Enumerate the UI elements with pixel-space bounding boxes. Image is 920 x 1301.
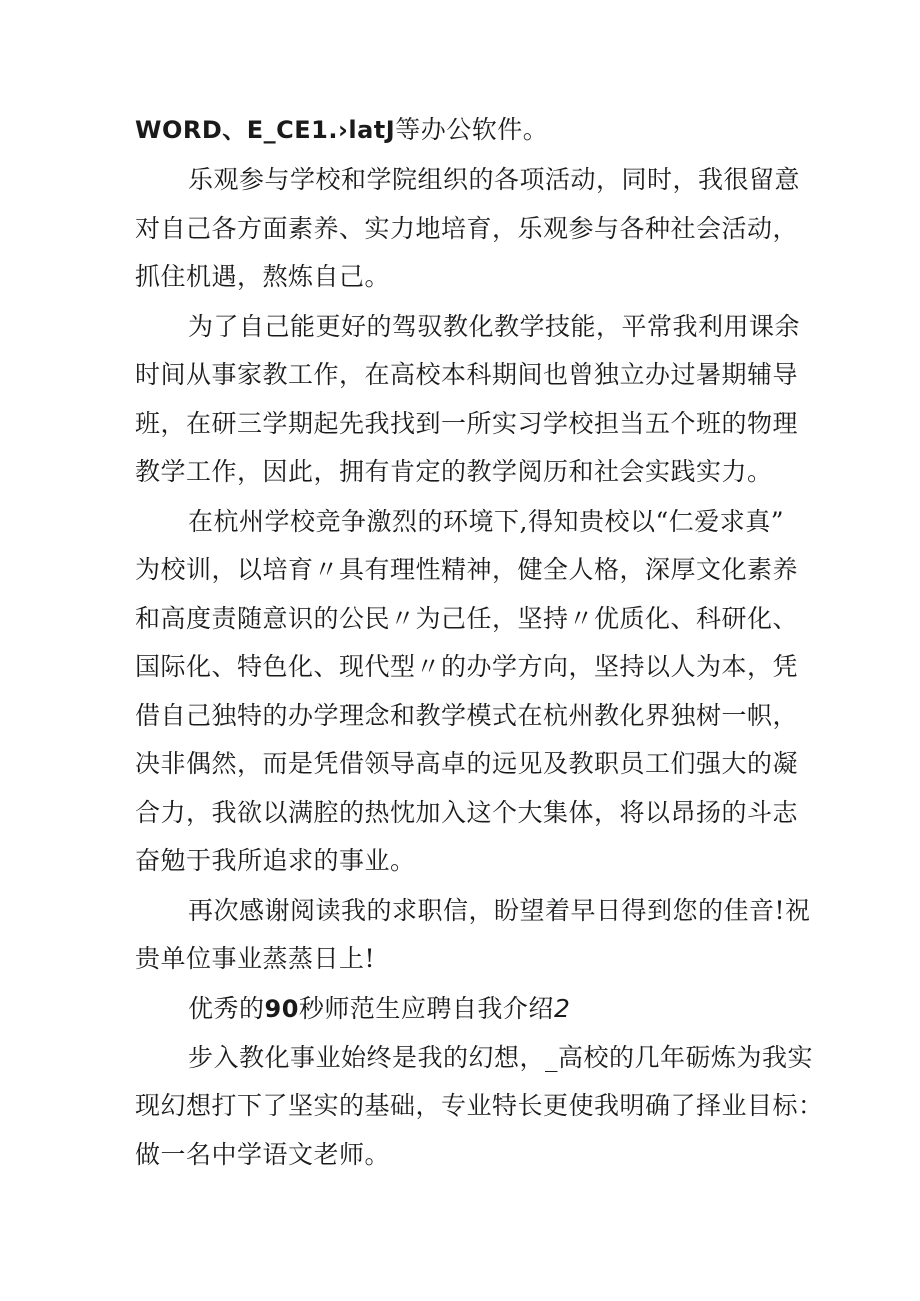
paragraph-line: 对自己各方面素养、实力地培育，乐观参与各种社会活动， <box>135 214 799 243</box>
paragraph-line: 时间从事家教工作，在高校本科期间也曾独立办过暑期辅导 <box>135 360 799 389</box>
paragraph-line: 为校训，以培育〃具有理性精神，健全人格，深厚文化素养 <box>135 555 799 584</box>
paragraph-line: 做一名中学语文老师。 <box>135 1140 391 1169</box>
paragraph-line: 贵单位事业蒸蒸日上! <box>135 944 376 973</box>
heading-part: 秒师范生应聘自我介绍 <box>298 994 554 1023</box>
paragraph-line: 现幻想打下了坚实的基础，专业特长更使我明确了择业目标： <box>135 1091 824 1120</box>
paragraph-line: 班，在研三学期起先我找到一所实习学校担当五个班的物理 <box>135 409 799 438</box>
line-text: 等办公软件。 <box>395 115 549 144</box>
paragraph-line: 国际化、特色化、现代型〃的办学方向，坚持以人为本，凭 <box>135 652 799 681</box>
paragraph-line: 合力，我欲以满腔的热忱加入这个大集体，将以昂扬的斗志 <box>135 798 799 827</box>
paragraph-line: 在杭州学校竞争激烈的环境下,得知贵校以“仁爱求真” <box>188 507 785 536</box>
heading-number: 90 <box>264 995 299 1023</box>
paragraph-line: 借自己独特的办学理念和教学模式在杭州教化界独树一帜， <box>135 701 799 730</box>
paragraph-line: 教学工作，因此，拥有肯定的教学阅历和社会实践实力。 <box>135 457 773 486</box>
paragraph-line: 为了自己能更好的驾驭教化教学技能，平常我利用课余 <box>188 312 801 341</box>
paragraph-line: 乐观参与学校和学院组织的各项活动，同时，我很留意 <box>188 165 801 194</box>
paragraph-line: 再次感谢阅读我的求职信，盼望着早日得到您的佳音!祝 <box>188 896 811 925</box>
paragraph-line <box>135 114 795 146</box>
paragraph-line: 奋勉于我所追求的事业。 <box>135 846 416 875</box>
section-heading <box>188 993 848 1025</box>
paragraph-line: 抓住机遇，熬炼自己。 <box>135 262 391 291</box>
heading-index: 2 <box>553 994 571 1023</box>
software-names: WORD、E_CE1.›latJ <box>135 116 396 144</box>
paragraph-line: 决非偶然，而是凭借领导高卓的远见及教职员工们强大的凝 <box>135 749 799 778</box>
paragraph-line: 和高度责随意识的公民〃为己任，坚持〃优质化、科研化、 <box>135 604 799 633</box>
heading-part: 优秀的 <box>188 994 265 1023</box>
paragraph-line: 步入教化事业始终是我的幻想，_高校的几年砺炼为我实 <box>188 1043 814 1072</box>
